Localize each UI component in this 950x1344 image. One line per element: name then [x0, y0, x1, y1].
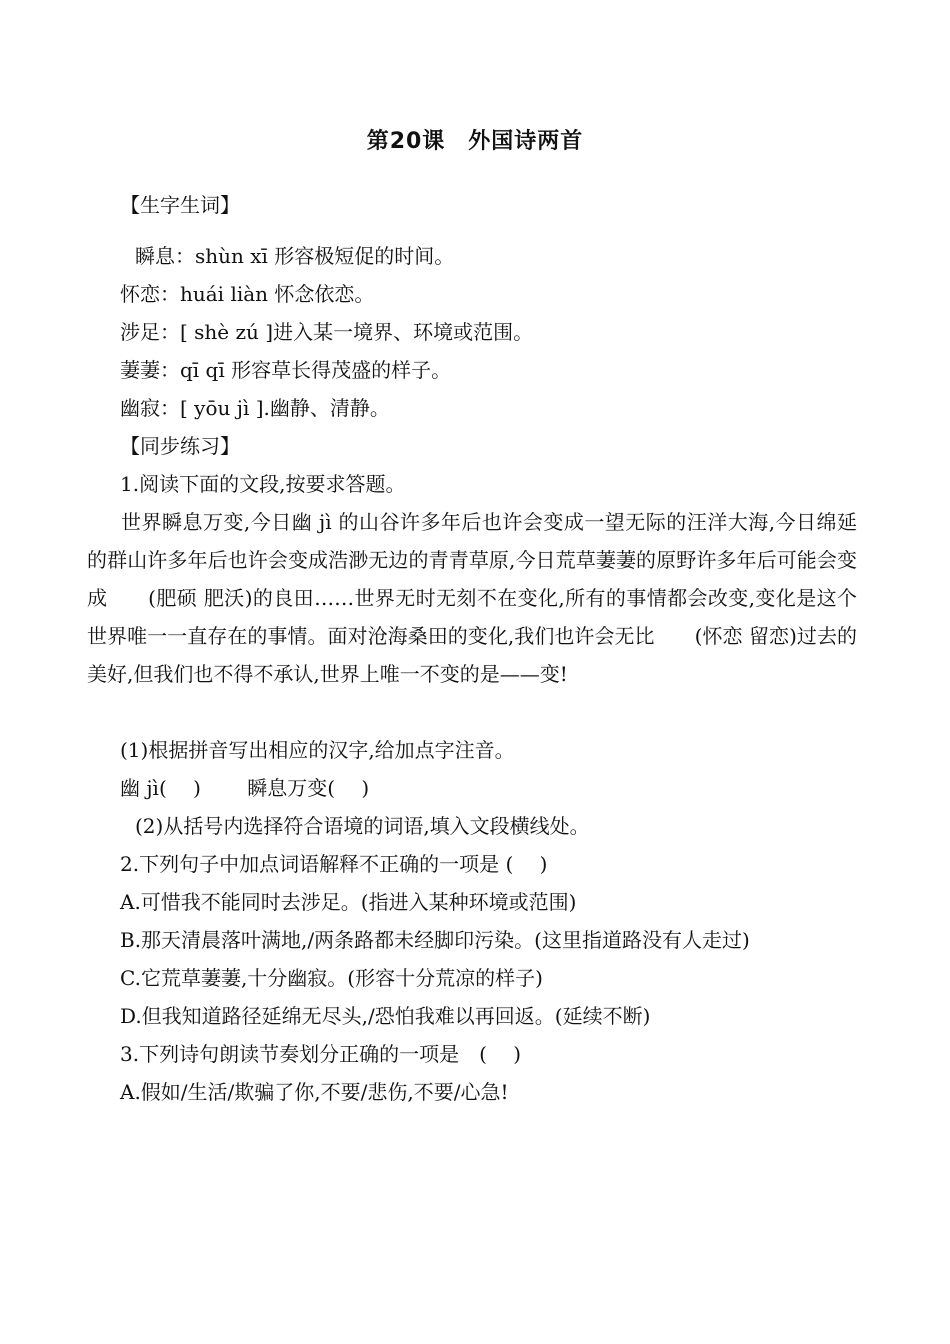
vocab-entry: 瞬息：shùn xī 形容极短促的时间。	[135, 244, 455, 268]
question-3-option-a: A.假如/生活/欺骗了你,不要/悲伤,不要/心急!	[120, 1080, 509, 1104]
lesson-title: 第20课 外国诗两首	[366, 129, 584, 154]
question-1-part-1: (1)根据拼音写出相应的汉字,给加点字注音。	[120, 738, 515, 762]
section-heading-vocab: 【生字生词】	[120, 193, 240, 217]
question-2-option-b: B.那天清晨落叶满地,/两条路都未经脚印污染。(这里指道路没有人走过)	[120, 928, 750, 952]
question-2-option-d: D.但我知道路径延绵无尽头,/恐怕我难以再回返。(延续不断)	[120, 1004, 651, 1028]
section-heading-practice: 【同步练习】	[120, 434, 240, 458]
question-3-stem: 3.下列诗句朗读节奏划分正确的一项是 ( )	[120, 1042, 522, 1066]
question-1-part-1-blanks: 幽 jì( ) 瞬息万变( )	[120, 776, 370, 800]
question-1-stem: 1.阅读下面的文段,按要求答题。	[120, 472, 406, 496]
vocab-entry: 幽寂：[ yōu jì ].幽静、清静。	[120, 396, 390, 420]
reading-passage: 世界瞬息万变,今日幽 jì 的山谷许多年后也许会变成一望无际的汪洋大海,今日绵延的群山许多年后也许会变成浩渺无边的青青草原,今日荒草萋萋的原野许多年后可能会变成 (肥硕 肥沃)的良田……世界无时无刻不在变化,所有的事情都会改变,变化是这个世界唯一一直存在的事情。面对沧海桑田的变化,我们也许会无比 (怀恋 留恋)过去的美好,但我们也不得不承认,世界上唯一不变的是——变!	[87, 510, 857, 686]
vocab-entry: 怀恋：huái liàn 怀念依恋。	[120, 282, 375, 306]
question-2-option-a: A.可惜我不能同时去涉足。(指进入某种环境或范围)	[120, 890, 577, 914]
question-2-option-c: C.它荒草萋萋,十分幽寂。(形容十分荒凉的样子)	[120, 966, 543, 990]
question-1-part-2: (2)从括号内选择符合语境的词语,填入文段横线处。	[135, 814, 590, 838]
question-2-stem: 2.下列句子中加点词语解释不正确的一项是 ( )	[120, 852, 548, 876]
vocab-entry: 萋萋：qī qī 形容草长得茂盛的样子。	[120, 358, 452, 382]
vocab-entry: 涉足：[ shè zú ]进入某一境界、环境或范围。	[120, 320, 534, 344]
